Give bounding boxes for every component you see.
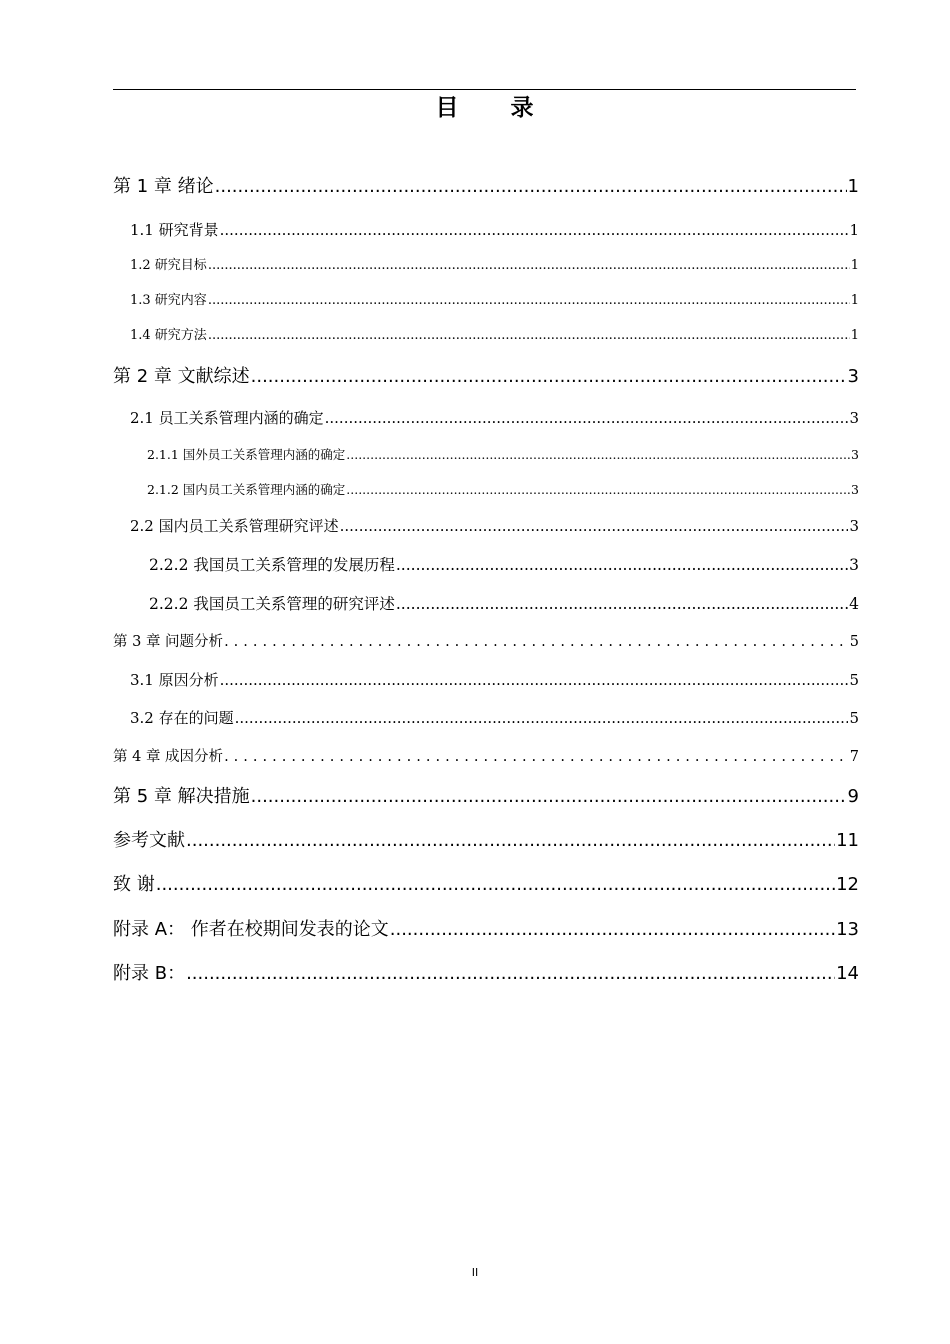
toc-entry-page: 11 xyxy=(836,830,859,851)
toc-entry-chapter-3[interactable] xyxy=(113,632,859,652)
toc-entry-page: 1 xyxy=(850,293,859,308)
dot-leader xyxy=(186,830,835,852)
toc-entry-page: 3 xyxy=(849,556,859,574)
toc-entry-chapter-2[interactable] xyxy=(113,366,859,388)
toc-entry-section-2-2-2b[interactable] xyxy=(149,594,859,614)
toc-entry-section-2-1[interactable] xyxy=(130,408,859,428)
toc-entry-section-3-2[interactable] xyxy=(130,708,859,728)
toc-entry-label: 1.4 研究方法 xyxy=(130,328,207,343)
toc-entry-page: 3 xyxy=(851,482,859,497)
toc-entry-page: 3 xyxy=(851,447,859,462)
toc-entry-chapter-4[interactable] xyxy=(113,747,859,767)
toc-entry-label: 参考文献 xyxy=(113,830,185,851)
toc-entry-acknowledgements[interactable] xyxy=(113,874,859,896)
dot-leader xyxy=(208,292,850,310)
dot-leader xyxy=(156,874,835,896)
toc-entry-page: 12 xyxy=(836,874,859,895)
toc-entry-label: 2.2 国内员工关系管理研究评述 xyxy=(130,517,339,535)
toc-entry-page: 1 xyxy=(850,258,859,273)
toc-entry-page: 5 xyxy=(849,671,859,689)
toc-entry-label: 1.1 研究背景 xyxy=(130,221,219,239)
toc-entry-appendix-b[interactable] xyxy=(113,963,859,985)
toc-entry-chapter-5[interactable] xyxy=(113,786,859,808)
toc-entry-page: 1 xyxy=(849,221,859,239)
dot-leader xyxy=(346,481,850,499)
toc-entry-label: 第 2 章 文献综述 xyxy=(113,366,250,387)
dot-leader xyxy=(208,327,850,345)
toc-entry-section-2-2[interactable] xyxy=(130,516,859,536)
toc-entry-label: 2.1.2 国内员工关系管理内涵的确定 xyxy=(147,482,346,497)
dot-leader xyxy=(220,670,849,690)
toc-entry-label: 2.1 员工关系管理内涵的确定 xyxy=(130,409,324,427)
toc-entry-page: 1 xyxy=(850,328,859,343)
toc-entry-label: 第 1 章 绪论 xyxy=(113,176,214,197)
toc-entry-label: 第 5 章 解决措施 xyxy=(113,786,250,807)
toc-entry-page: 14 xyxy=(836,963,859,984)
toc-entry-section-3-1[interactable] xyxy=(130,670,859,690)
toc-entry-label: 1.3 研究内容 xyxy=(130,293,207,308)
toc-entry-chapter-1[interactable] xyxy=(113,176,859,198)
toc-entry-section-1-4[interactable] xyxy=(130,327,859,345)
dot-leader xyxy=(396,555,848,575)
toc-entry-label: 2.2.2 我国员工关系管理的研究评述 xyxy=(149,595,395,613)
toc-entry-page: 9 xyxy=(847,786,859,807)
toc-entry-section-1-1[interactable] xyxy=(130,220,859,240)
toc-entry-page: 3 xyxy=(849,409,859,427)
dot-leader xyxy=(186,963,835,985)
dot-leader xyxy=(235,708,849,728)
toc-entry-label: 第 4 章 成因分析 xyxy=(113,749,224,765)
toc-entry-label: 1.2 研究目标 xyxy=(130,258,207,273)
toc-entry-page: 3 xyxy=(849,517,859,535)
dot-leader xyxy=(251,786,847,808)
toc-entry-label: 附录 B： xyxy=(113,963,186,984)
toc-entry-section-2-2-2a[interactable] xyxy=(149,555,859,575)
dot-leader xyxy=(396,594,848,614)
toc-entry-appendix-a[interactable] xyxy=(113,919,859,941)
dot-leader xyxy=(390,919,835,941)
dot-leader xyxy=(251,366,847,388)
toc-entry-label: 附录 A： 作者在校期间发表的论文 xyxy=(113,919,389,940)
toc-entry-label: 2.2.2 我国员工关系管理的发展历程 xyxy=(149,556,395,574)
dot-leader xyxy=(208,257,850,275)
toc-entry-section-1-2[interactable] xyxy=(130,257,859,275)
dot-leader xyxy=(224,632,849,652)
dot-leader xyxy=(346,446,850,464)
page-title: 目 录 xyxy=(435,95,556,121)
dot-leader xyxy=(325,408,849,428)
dot-leader xyxy=(220,220,849,240)
toc-entry-label: 2.1.1 国外员工关系管理内涵的确定 xyxy=(147,447,346,462)
toc-entry-section-2-1-2[interactable] xyxy=(147,481,859,499)
toc-entry-page: 7 xyxy=(849,749,859,765)
toc-entry-label: 致 谢 xyxy=(113,874,155,895)
toc-entry-label: 3.2 存在的问题 xyxy=(130,709,234,727)
toc-entry-references[interactable] xyxy=(113,830,859,852)
dot-leader xyxy=(215,176,847,198)
toc-entry-page: 5 xyxy=(849,709,859,727)
toc-entry-section-1-3[interactable] xyxy=(130,292,859,310)
toc-entry-label: 第 3 章 问题分析 xyxy=(113,634,224,650)
toc-entry-page: 13 xyxy=(836,919,859,940)
toc-entry-page: 4 xyxy=(849,595,859,613)
toc-entry-page: 3 xyxy=(847,366,859,387)
toc-entry-page: 5 xyxy=(849,634,859,650)
toc-entry-label: 3.1 原因分析 xyxy=(130,671,219,689)
page-number: II xyxy=(471,1266,479,1279)
dot-leader xyxy=(224,747,849,767)
dot-leader xyxy=(340,516,849,536)
toc-entry-section-2-1-1[interactable] xyxy=(147,446,859,464)
toc-entry-page: 1 xyxy=(847,176,859,197)
